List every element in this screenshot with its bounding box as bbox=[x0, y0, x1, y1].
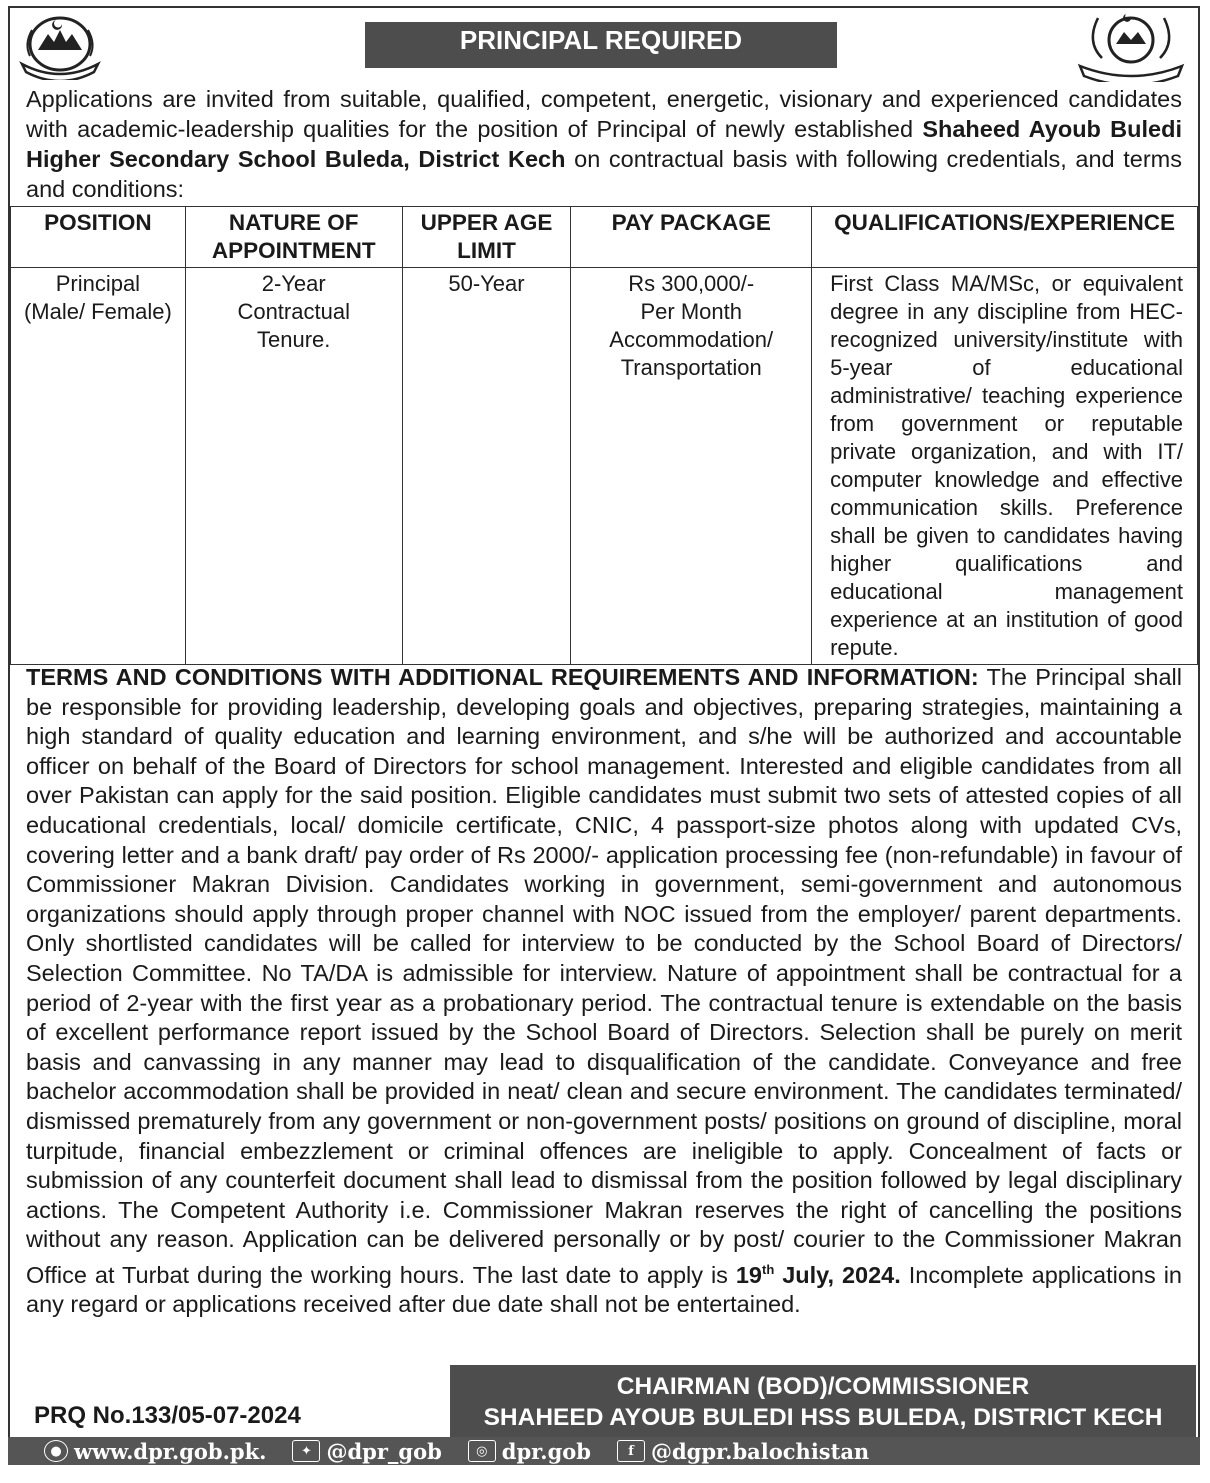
pay-line-2: Per Month bbox=[640, 299, 742, 324]
terms-body: The Principal shall be responsible for providing leadership, developing goals and objectives, preparing strategies, maintaining a high standard of quality education and learning environment, and s/he will be authorized and accountable officer on behalf of the Board of Directors for school management. Interested and eligible candidates from all over Pakistan can apply for the said position. Eligible candidates must submit two sets of attested copies of all educational credentials, local/ domicile certificate, CNIC, 4 passport-size photos along with updated CVs, covering letter and a bank draft/ pay order of Rs 2000/- application processing fee (non-refundable) in favour of Commissioner Makran Division. Candidates working in government, semi-government and autonomous organizations should apply through proper channel with NOC issued from the employer/ parent departments. Only shortlisted candidates will be called for interview to be conducted by the School Board of Directors/ Selection Committee. No TA/DA is admissible for interview. Nature of appointment shall be contractual for a period of 2-year with the first year as a probationary period. The contractual tenure is extendable on the basis of excellent performance report issued by the School Board of Directors. Selection shall be purely on merit basis and canvassing in any manner may lead to disqualification of the candidate. Conveyance and free bachelor accommodation shall be provided in neat/ clean and secure environment. The candidates terminated/ dismissed prematurely from any government or non-government posts/ positions on ground of discipline, moral turpitude, financial embezzlement or criminal offences are ineligible to apply. Concealment of facts or submission of any counterfeit document shall lead to dismissal from the position followed by legal disciplinary actions. The Competent Authority i.e. Commissioner Makran reserves the right of cancelling the positions without any reason. Application can be delivered personally or by post/ courier to the Commissioner Makran Office at Turbat during the working hours. The last date to apply is bbox=[26, 664, 1182, 1288]
intro-paragraph bbox=[26, 84, 1182, 204]
table-row bbox=[11, 268, 1198, 665]
nature-line-2: Contractual bbox=[237, 299, 350, 324]
footer-bar bbox=[8, 1437, 1200, 1465]
instagram-icon: ◎ bbox=[468, 1440, 496, 1462]
footer-website[interactable] bbox=[44, 1439, 266, 1464]
cell-position bbox=[11, 268, 186, 665]
terms-heading: TERMS AND CONDITIONS WITH ADDITIONAL REQUIREMENTS AND INFORMATION: bbox=[26, 664, 979, 690]
terms-paragraph bbox=[26, 663, 1182, 1320]
table-header-row bbox=[11, 207, 1198, 268]
page-title: PRINCIPAL REQUIRED bbox=[365, 22, 837, 68]
cell-qualifications bbox=[812, 268, 1198, 665]
footer-twitter[interactable] bbox=[292, 1439, 441, 1464]
commissioner-emblem-right bbox=[1072, 8, 1190, 82]
footer-facebook[interactable] bbox=[617, 1439, 869, 1464]
twitter-icon: ✦ bbox=[292, 1440, 320, 1462]
terms-closing: Incomplete applications in any regard or applications received after due date shall not be entertained. bbox=[26, 1261, 1182, 1318]
footer-instagram[interactable] bbox=[468, 1439, 591, 1464]
signature-line-2: SHAHEED AYOUB BULEDI HSS BULEDA, DISTRICT KECH bbox=[483, 1404, 1163, 1431]
cell-age bbox=[402, 268, 571, 665]
cell-nature bbox=[185, 268, 402, 665]
prq-number: PRQ No.133/05-07-2024 bbox=[34, 1402, 301, 1429]
cell-pay bbox=[571, 268, 812, 665]
nature-line-1: 2-Year bbox=[261, 271, 326, 296]
facebook-handle: @dgpr.balochistan bbox=[651, 1438, 870, 1464]
header-position: POSITION bbox=[11, 207, 186, 268]
age-limit: 50-Year bbox=[448, 271, 525, 296]
twitter-handle: @dpr_gob bbox=[326, 1438, 442, 1464]
pay-line-1: Rs 300,000/- bbox=[628, 271, 755, 296]
balochistan-emblem-left bbox=[16, 10, 104, 80]
header-age: UPPER AGE LIMIT bbox=[402, 207, 571, 268]
header-qualifications: QUALIFICATIONS/EXPERIENCE bbox=[812, 207, 1198, 268]
header-nature: NATURE OF APPOINTMENT bbox=[185, 207, 402, 268]
instagram-handle: dpr.gob bbox=[501, 1438, 591, 1464]
position-gender: (Male/ Female) bbox=[23, 299, 172, 324]
position-title: Principal bbox=[55, 271, 141, 296]
pay-line-3: Accommodation/ bbox=[609, 327, 774, 352]
website-text: www.dpr.gob.pk. bbox=[74, 1438, 267, 1464]
facebook-icon: f bbox=[617, 1440, 645, 1462]
intro-text-start: Applications are invited from suitable, qualified, competent, energetic, visionary and experienced candidates with academic-leadership qualities for the position of Principal of newly established bbox=[26, 86, 1182, 142]
deadline-suffix: th bbox=[762, 1261, 775, 1277]
nature-line-3: Tenure. bbox=[257, 327, 331, 352]
signature-block bbox=[450, 1365, 1196, 1437]
deadline-month-year: July, 2024. bbox=[774, 1261, 901, 1288]
pay-line-4: Transportation bbox=[620, 355, 762, 380]
position-table bbox=[10, 206, 1198, 665]
qualifications-text: First Class MA/MSc, or equivalent degree in any discipline from HEC-recognized university/institute with 5-year of educational administrative/ teaching experience from government or reputable private organization, and with IT/ computer knowledge and effective communication skills. Preference shall be given to candidates having higher qualifications and educational management experience at an institution of good repute. bbox=[830, 271, 1183, 660]
header-pay: PAY PACKAGE bbox=[571, 207, 812, 268]
globe-icon: ● bbox=[44, 1440, 68, 1462]
deadline bbox=[736, 1262, 901, 1288]
signature-line-1: CHAIRMAN (BOD)/COMMISSIONER bbox=[616, 1373, 1030, 1400]
school-name: Shaheed Ayoub Buledi Higher Secondary School Buleda, District Kech bbox=[26, 116, 1182, 172]
deadline-day: 19 bbox=[735, 1261, 762, 1288]
intro-text-end: on contractual basis with following credentials, and terms and conditions: bbox=[26, 146, 1182, 202]
